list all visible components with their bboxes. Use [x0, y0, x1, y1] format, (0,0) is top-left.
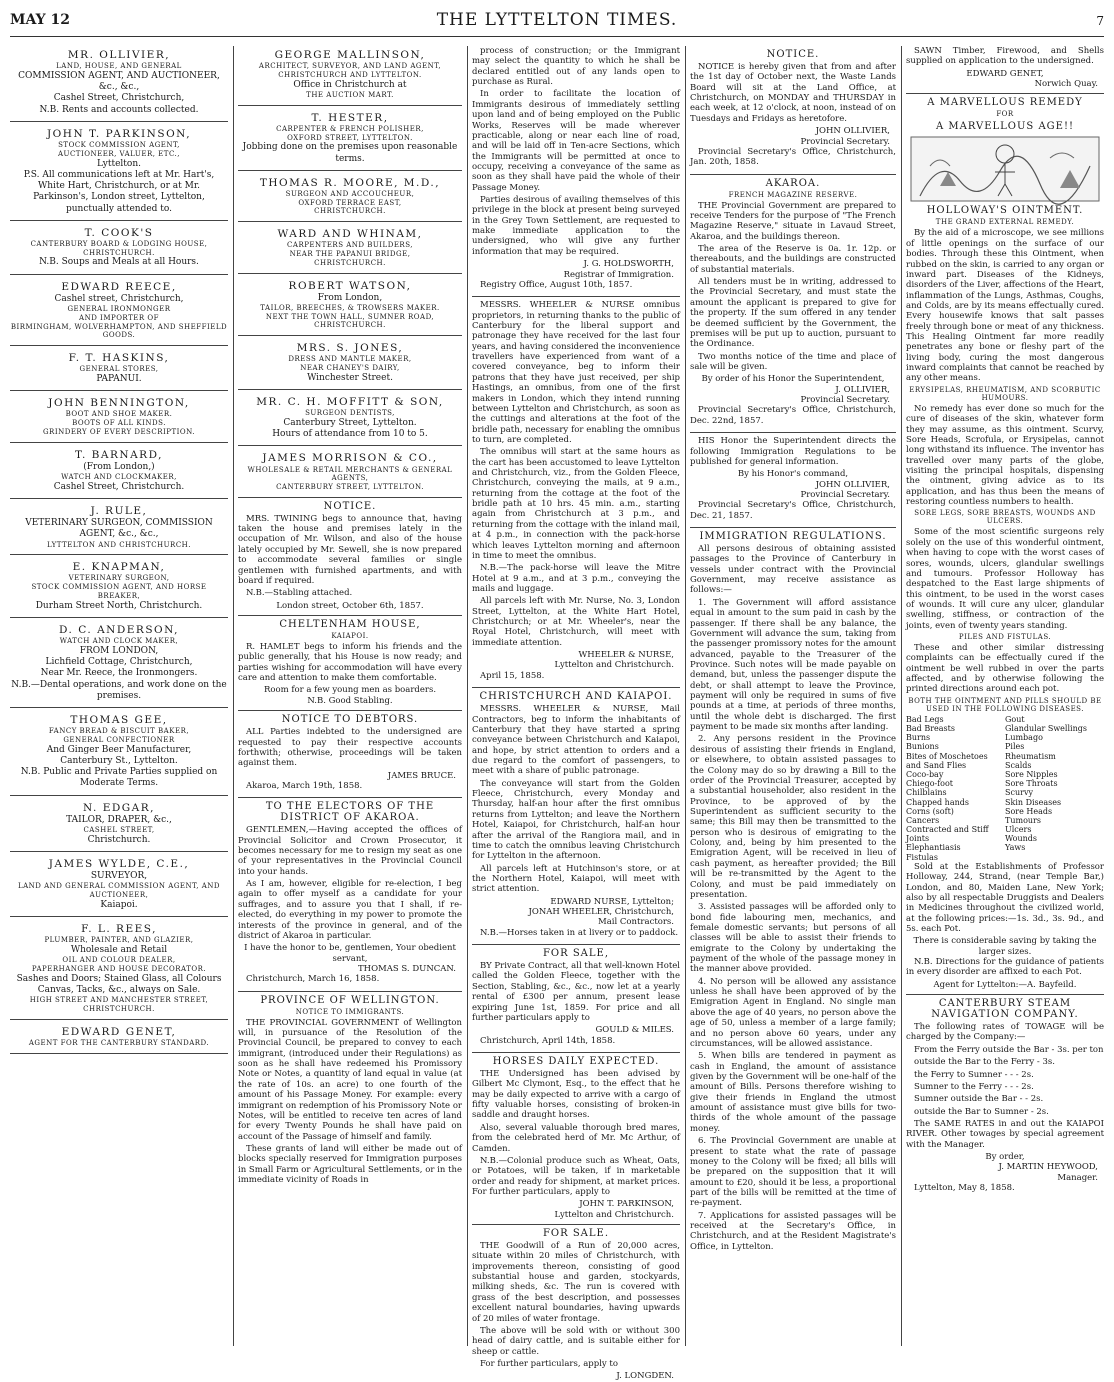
business-line: AND IMPORTER OF	[79, 313, 159, 322]
business-line: Canterbury St., Lyttelton.	[60, 755, 178, 766]
disease-item: Burns	[906, 733, 931, 743]
business-line: BIRMINGHAM, WOLVERHAMPTON, AND SHEFFIELD GOODS.	[10, 322, 228, 340]
business-line: BOOTS OF ALL KINDS.	[72, 419, 166, 427]
business-line: LYTTELTON AND CHRISTCHURCH.	[46, 540, 192, 549]
business-card	[10, 502, 228, 555]
column-4	[690, 46, 896, 1346]
disease-item: Fistulas	[906, 852, 939, 862]
business-name: EDWARD GENET,	[61, 1025, 177, 1038]
business-card	[10, 621, 228, 708]
disease-item: Corns (soft)	[906, 806, 954, 816]
business-line: CARPENTERS AND BUILDERS,	[287, 241, 413, 250]
disease-list	[906, 715, 1104, 862]
business-name: J. RULE,	[90, 504, 148, 517]
business-line: SURGEON AND ACCOUCHEUR,	[285, 189, 415, 198]
towage-rate: From the Ferry outside the Bar - 3s. per ton	[914, 1044, 1104, 1055]
column-2	[238, 46, 462, 1346]
business-line: HIGH STREET AND MANCHESTER STREET, CHRISTCHURCH.	[29, 996, 209, 1013]
waste-lands-notice: NOTICE. NOTICE is hereby given that from and after the 1st day of October next, the Waste Lands Board will sit at the Land Office, at Christchurch, on MONDAY and THURSDAY in each week, at 12 o'clock, at noon, instead of on Tuesdays and Fridays as heretofore. JOHN OLLIVIER, Provincial Secretary. Provincial Secretary's Office, Christchurch, Jan. 20th, 1858.	[690, 49, 896, 175]
business-line: N.B. Soups and Meals at all Hours.	[39, 257, 199, 268]
disease-item: Cancers	[906, 815, 940, 825]
for-sale-hotel: FOR SALE, BY Private Contract, all that well-known Hotel called the Golden Fleece, together with the Section, Stabling, &c., &c., now let at a yearly rental of £300 per annum, present lease expiring June 1st, 1859. For price and all further particulars apply to GOULD & MILES. Christchurch, April 14th, 1858.	[472, 948, 680, 1053]
business-line: DRESS AND MANTLE MAKER,	[288, 355, 412, 364]
business-line: (From London,)	[83, 461, 155, 472]
business-card	[10, 446, 228, 499]
business-line: WATCH AND CLOCK MAKER,	[59, 637, 179, 645]
disease-item: Scalds	[1005, 760, 1032, 770]
business-name: MR. C. H. MOFFITT & SON,	[256, 396, 444, 408]
superintendent-directs: HIS Honor the Superintendent directs the following Immigration Regulations to be published for general information. By his Honor's command, JOHN OLLIVIER, Provincial Secretary. Provincial Secretary's Office, Christchurch, Dec. 21, 1857.	[690, 436, 896, 528]
business-line: Cashel Street, Christchurch.	[53, 481, 185, 492]
disease-item: Chapped hands	[906, 797, 969, 807]
province-wellington: PROVINCE OF WELLINGTON. NOTICE TO IMMIGRANTS. THE PROVINCIAL GOVERNMENT of Wellington will, in pursuance of the Resolution of the Provincial Council, be prepared to convey to each immigrant, (introduced under their Regulations) as soon as he shall have redeemed his Promissory Note or Notes, a quantity of land equal in value (at the rate of 10s. an acre) to one fourth of the amount of his Passage Money. For example: every immigrant on redemption of his Promissory Note or Notes, will be entitled to receive ten acres of land for every Twenty Pounds he shall have paid on account of the Passage of himself and family. These grants of land will either be made out of blocks specially reserved for Immigration purposes in Small Farm or Agricultural Settlements, or in the immediate vicinity of Roads in	[238, 994, 462, 1186]
disease-item: Ulcers	[1005, 825, 1032, 835]
horses-expected: HORSES DAILY EXPECTED. THE Undersigned has been advised by Gilbert Mc Clymont, Esq., to the effect that he may be daily expected to arrive with a cargo of fifty valuable horses, consisting of broken-in saddle and draught horses. Also, several valuable thorough bred mares, from the celebrated herd of Mr. Mc Arthur, of Camden. N.B.—Colonial produce such as Wheat, Oats, or Potatoes, will be taken, if in marketable order and ready for shipment, at market prices. For further particulars, apply to JOHN T. PARKINSON, Lyttelton and Christchurch.	[472, 1056, 680, 1225]
business-name: THOMAS R. MOORE, M.D.,	[259, 176, 441, 189]
business-line: SURGEON DENTISTS,	[305, 409, 395, 418]
column-1	[10, 46, 228, 1346]
business-name: N. EDGAR,	[83, 801, 155, 814]
business-line: SURVEYOR,	[90, 871, 148, 882]
disease-item: Scurvy	[1005, 788, 1033, 798]
business-card	[10, 125, 228, 221]
business-line: COMMISSION AGENT, AND AUCTIONEER, &c., &c.,	[18, 70, 220, 93]
business-line: Cashel street, Christchurch,	[54, 293, 184, 304]
disease-item: Chiego-foot	[906, 779, 954, 789]
business-card	[238, 225, 462, 273]
business-line: Office in Christchurch at	[293, 79, 407, 90]
disease-item: Tumours	[1005, 815, 1041, 825]
business-name: F. L. REES,	[81, 923, 157, 936]
business-name: JOHN T. PARKINSON,	[46, 127, 192, 140]
cheltenham-house: CHELTENHAM HOUSE, KAIAPOI. R. HAMLET begs to inform his friends and the public generally, that his House is now ready; and parties wishing for accommodation will have every care and attention to make them comfortable. Room for a few young men as boarders. N.B. Good Stabling.	[238, 619, 462, 711]
allegorical-illustration	[910, 136, 1100, 202]
akaroa-reserve: AKAROA. FRENCH MAGAZINE RESERVE. THE Provincial Government are prepared to receive Tenders for the purpose of "The French Magazine Reserve," situate in Lavaud Street, Akaroa, and the buildings thereon. The area of the Reserve is 0a. 1r. 12p. or thereabouts, and the buildings are constructed of substantial materials. All tenders must be in writing, addressed to the Provincial Secretary, and must state the amount the applicant is prepared to give for the property. If the sum offered in any tender be deemed sufficient by the Government, the premises will be put up to auction, pursuant to the Ordinance. Two months notice of the time and place of sale will be given. By order of his Honor the Superintendent, J. OLLIVIER, Provincial Secretary. Provincial Secretary's Office, Christchurch, Dec. 22nd, 1857.	[690, 178, 896, 434]
towage-rate: the Ferry to Sumner - - - 2s.	[914, 1069, 1034, 1080]
towage-rate: Sumner to the Ferry - - - 2s.	[914, 1081, 1034, 1092]
business-line: PAPANUI.	[96, 373, 142, 384]
business-line: ARCHITECT, SURVEYOR, AND LAND AGENT,	[258, 62, 442, 71]
business-line: Kaiapoi.	[100, 899, 138, 910]
disease-item: Yaws	[1005, 843, 1026, 853]
business-name: T. COOK'S	[84, 226, 154, 239]
business-line: Canterbury Street, Lyttelton.	[283, 417, 417, 428]
business-name: D. C. ANDERSON,	[59, 623, 179, 636]
disease-item: Skin Diseases	[1005, 797, 1062, 807]
business-card	[10, 558, 228, 618]
business-line: CHRISTCHURCH.	[314, 207, 386, 216]
disease-item: Bad Legs	[906, 714, 944, 724]
disease-item: Gout	[1005, 714, 1025, 724]
business-line: OIL AND COLOUR DEALER,	[62, 956, 176, 965]
business-line: BOOT AND SHOE MAKER.	[65, 410, 173, 419]
business-line: CANTERBURY BOARD & LODGING HOUSE,	[30, 239, 208, 248]
notice-twining: NOTICE. MRS. TWINING begs to announce that, having taken the house and premises lately in the occupation of Mr. Wilson, and also of the house lately occupied by Mr. Sewell, she is now prepared to accommodate several families or single gentlemen with furnished apartments, and with board if required. N.B.—Stabling attached. London street, October 6th, 1857.	[238, 501, 462, 616]
business-name: F. T. HASKINS,	[68, 352, 170, 364]
business-name: MR. OLLIVIER,	[67, 49, 171, 61]
column-5	[906, 46, 1104, 1346]
business-name: E. KNAPMAN,	[72, 561, 166, 574]
business-line: LAND AND GENERAL COMMISSION AGENT, AND AUCTIONEER,	[17, 882, 221, 900]
business-line: GENERAL IRONMONGER	[67, 305, 171, 313]
business-line: CASHEL STREET,	[83, 826, 155, 834]
business-line: N.B.—Dental operations, and work done on the premises.	[11, 679, 227, 701]
business-name: MRS. S. JONES,	[296, 342, 404, 355]
business-line: Near Mr. Reece, the Ironmongers.	[40, 668, 198, 679]
business-line: Jobbing done on the premises upon reasonable terms.	[242, 142, 458, 164]
business-line: TAILOR, DRAPER, &c.,	[66, 814, 172, 825]
disease-item: Lumbago	[1005, 733, 1043, 743]
business-card	[10, 855, 228, 917]
disease-item: Coco-bay	[906, 769, 944, 779]
business-line: NEAR THE PAPANUI BRIDGE,	[289, 250, 411, 258]
business-name: JAMES MORRISON & CO.,	[262, 452, 438, 465]
business-card	[10, 711, 228, 796]
business-line: VETERINARY SURGEON, COMMISSION AGENT, &c., &c.,	[25, 518, 213, 540]
business-name: ROBERT WATSON,	[288, 279, 412, 292]
business-line: Lyttelton.	[96, 158, 142, 169]
business-line: PLUMBER, PAINTER, AND GLAZIER,	[44, 936, 194, 945]
business-line: OXFORD TERRACE EAST,	[298, 198, 402, 207]
disease-item: Wounds	[1005, 834, 1038, 844]
business-line: NEAR CHANEY'S DAIRY,	[300, 364, 400, 372]
business-line: FROM LONDON,	[79, 645, 159, 656]
masthead	[10, 6, 1104, 37]
disease-item: Contracted and Stiff Joints	[906, 825, 989, 844]
business-card	[238, 449, 462, 497]
business-line: GRINDERY OF EVERY DESCRIPTION.	[42, 427, 196, 436]
notice-debtors: NOTICE TO DEBTORS. ALL Parties indebted to the undersigned are requested to pay their respective accounts forthwith; otherwise, proceedings will be taken against them. JAMES BRUCE. Akaroa, March 19th, 1858.	[238, 714, 462, 798]
towage-rate: outside the Bar to the Ferry - 3s.	[914, 1057, 1055, 1068]
business-card	[238, 174, 462, 222]
disease-item: Piles	[1005, 742, 1025, 752]
business-card	[10, 278, 228, 346]
business-line: AGENT FOR THE CANTERBURY STANDARD.	[28, 1038, 210, 1047]
business-card	[10, 46, 228, 122]
business-card	[10, 224, 228, 275]
electors-akaroa: TO THE ELECTORS OF THE DISTRICT OF AKAROA. GENTLEMEN,—Having accepted the offices of Provincial Solicitor and Crown Prosecutor, it becomes necessary for me to resign my seat as one of your representatives in the Provincial Council into your hands. As I am, however, eligible for re-election, I beg again to offer myself as a candidate for your suffrages, and to assure you that I shall, if re-elected, do everything in my power to promote the interests of the province in general, and of the district of Akaroa in particular. I have the honor to be, gentlemen, Your obedient servant, THOMAS S. DUNCAN. Christchurch, March 16, 1858.	[238, 801, 462, 991]
business-line: CHRISTCHURCH AND LYTTELTON.	[278, 70, 422, 79]
business-line: PAPERHANGER AND HOUSE DECORATOR.	[31, 965, 207, 973]
business-name: JOHN BENNINGTON,	[48, 397, 190, 410]
disease-item: Bites of Moschetoes and Sand Flies	[906, 751, 988, 770]
business-line: N.B. Rents and accounts collected.	[39, 104, 199, 115]
steam-navigation: CANTERBURY STEAM NAVIGATION COMPANY. The following rates of TOWAGE will be charged by the Company:— From the Ferry outside the Bar - 3s. per ton outside the Bar to the Ferry - 3s. the Ferry to Sumner - - - 2s. Sumner to the Ferry - - - 2s. Sumner outside the Bar - - 2s. outside the Bar to Sumner - 2s. The SAME RATES in and out the KAIAPOI RIVER. Other towages by special agreement with the Manager. By order, J. MARTIN HEYWOOD, Manager. Lyttelton, May 8, 1858.	[906, 998, 1104, 1194]
business-line: N.B. Public and Private Parties supplied on Moderate Terms.	[20, 767, 218, 789]
business-line: VETERINARY SURGEON,	[68, 574, 170, 583]
business-card	[10, 920, 228, 1020]
business-line: Lichfield Cottage, Christchurch,	[45, 657, 193, 667]
page-number: 7	[1096, 14, 1104, 28]
christchurch-kaiapoi: CHRISTCHURCH AND KAIAPOI. MESSRS. WHEELER & NURSE, Mail Contractors, beg to inform the inhabitants of Canterbury that they have started a spring conveyance between Christchurch and Kaiapoi, and hope, by strict attention to orders and a due regard to the comfort of passengers, to meet with a share of public patronage. The conveyance will start from the Golden Fleece, Christchurch, every Monday and Thursday, half-an hour after the first omnibus returns from Lyttelton; and leave the Northern Hotel, Kaiapoi, for Christchurch, half-an hour after the arrival of the Rangiora mail, and in time to catch the omnibus leaving Christchurch for Lyttelton in the afternoon. All parcels left at Hutchinson's store, or at the Northern Hotel, Kaiapoi, will meet with strict attention. EDWARD NURSE, Lyttelton; JONAH WHEELER, Christchurch, Mail Contractors. N.B.—Horses taken in at livery or to paddock.	[472, 691, 680, 945]
disease-item: Rheumatism	[1005, 751, 1056, 761]
business-name: GEORGE MALLINSON,	[274, 49, 426, 61]
business-name: EDWARD REECE,	[61, 280, 177, 293]
towage-rate: Sumner outside the Bar - - 2s.	[914, 1094, 1044, 1105]
for-sale-run: FOR SALE. THE Goodwill of a Run of 20,000 acres, situate within 20 miles of Christchurch, with improvements thereon, consisting of good substantial house and garden, stockyards, milking sheds, &c. The run is covered with grass of the best description, and possesses excellent natural boundaries, having upwards of 20 miles of water frontage. The above will be sold with or without 300 head of dairy cattle, and is suitable either for sheep or cattle. For further particulars, apply to J. LONGDEN.	[472, 1228, 680, 1382]
business-line: CHRISTCHURCH.	[314, 258, 386, 267]
business-line: THE AUCTION MART.	[306, 90, 394, 99]
business-line: GENERAL STORES,	[79, 365, 159, 374]
column-3	[472, 46, 680, 1382]
business-line: STOCK COMMISSION AGENT,	[58, 141, 180, 149]
business-line: From London,	[317, 292, 383, 303]
business-card	[238, 46, 462, 106]
business-card	[238, 339, 462, 390]
business-card	[10, 349, 228, 391]
business-line: CANTERBURY STREET, LYTTELTON.	[276, 483, 424, 491]
business-name: JAMES WYLDE, C.E.,	[48, 858, 190, 870]
disease-item: Glandular Swellings	[1005, 724, 1087, 733]
disease-item: Sore Heads	[1005, 806, 1053, 816]
disease-item: Sore Throats	[1005, 779, 1058, 789]
issue-date: MAY 12	[10, 12, 71, 28]
business-line: Hours of attendance from 10 to 5.	[272, 429, 428, 440]
business-line: And Ginger Beer Manufacturer,	[46, 744, 192, 755]
business-card	[10, 1023, 228, 1054]
business-card	[238, 109, 462, 171]
business-line: NEXT THE TOWN HALL, SUMNER ROAD, CHRISTCHURCH.	[265, 312, 435, 330]
sawn-timber: SAWN Timber, Firewood, and Shells supplied on application to the undersigned. EDWARD GENET, Norwich Quay.	[906, 46, 1104, 94]
business-card	[10, 394, 228, 442]
business-line: WATCH AND CLOCKMAKER,	[61, 472, 177, 481]
business-card	[238, 393, 462, 446]
business-name: THOMAS GEE,	[70, 714, 168, 726]
business-line: CARPENTER & FRENCH POLISHER,	[276, 124, 424, 133]
business-name: T. HESTER,	[311, 111, 389, 124]
business-line: Cashel Street, Christchurch,	[53, 93, 185, 104]
business-line: Durham Street North, Christchurch.	[35, 600, 203, 611]
business-line: FANCY BREAD & BISCUIT BAKER,	[48, 727, 190, 736]
disease-item: Bad Breasts	[906, 724, 955, 733]
business-line: AUCTIONEER, VALUER, ETC.,	[57, 149, 180, 158]
omnibus-notice: MESSRS. WHEELER & NURSE omnibus proprietors, in returning thanks to the public of Canterbury for the liberal support and patronage they have received for the last four years, and having considered the inconvenience travellers have experienced from want of a covered conveyance, beg to inform their patrons that they have just received, per ship Hastings, an omnibus, from one of the first makers in London, which they intend running between Lyttelton and Christchurch, as soon as the cuttings and alterations at the foot of the bridle path, necessary for enabling the omnibus to turn, are completed. The omnibus will start at the same hours as the cart has been accustomed to leave Lyttelton and Christchurch, viz., from the Golden Fleece, Christchurch, conveying the mails, at 9 a.m., returning from the cottage at the foot of the bridle path at 10 hrs. 45 min. a.m., starting again from Christchurch at 3 p.m., and returning from the cottage with the inland mail, at 4 p.m., in connection with the pack-horse which leaves Lyttelton morning and afternoon in time to meet the omnibus. N.B.—The pack-horse will leave the Mitre Hotel at 9 a.m., and at 3 p.m., conveying the mails and luggage. All parcels left with Mr. Nurse, No. 3, London Street, Lyttelton, at the White Hart Hotel, Christchurch; or at Mr. Wheeler's, near the Royal Hotel, Christchurch, will meet with immediate attention. WHEELER & NURSE, Lyttelton and Christchurch. April 15, 1858.	[472, 300, 680, 688]
business-name: WARD AND WHINAM,	[277, 228, 423, 241]
disease-item: Chilblains	[906, 788, 947, 798]
immigration-continued: process of construction; or the Immigrant may select the quantity to which he shall be declared entitled out of any lands open to purchase as Rural. In order to facilitate the location of Immigrants desirous of immediately settling upon land and of being employed on the Public Works, Reserves will be made wherever practicable, along or near each line of road, and will be laid off in Ten-acre Sections, which the Immigrants will be permitted at once to occupy, receiving a conveyance of the same as soon as they shall have paid the whole of their Passage Money. Parties desirous of availing themselves of this privilege in the block at present being surveyed in the Grey Town Settlement, are requested to make immediate application to the undersigned, who will give any further information that may be required. J. G. HOLDSWORTH, Registrar of Immigration. Registry Office, August 10th, 1857.	[472, 46, 680, 297]
towage-rate: outside the Bar to Sumner - 2s.	[914, 1106, 1049, 1117]
disease-item: Bunions	[906, 742, 939, 752]
business-line: CHRISTCHURCH.	[83, 248, 155, 257]
business-line: GENERAL CONFECTIONER	[63, 735, 175, 744]
business-name: T. BARNARD,	[75, 448, 163, 461]
immigration-regulations: IMMIGRATION REGULATIONS. All persons desirous of obtaining assisted passages to the Province of Canterbury in vessels under contract with the Provincial Government, may receive assistance as follows:— 1. The Government will afford assistance equal in amount to the sum paid in cash by the passenger. If there shall be any balance, the Government will advance the sum, taking from the passenger promissory notes for the amount advanced, payable to the Treasurer of the Province. Such notes will be made payable on demand, but, unless the passenger dispute the debt, or shall attempt to leave the Province, payment will only be required in sums of five pounds at a time, at periods of three months, until the whole debt is discharged. The first payment to be made six months after landing. 2. Any persons resident in the Province desirous of assisting their friends in England, or elsewhere, to obtain assisted passages to the Colony may do so by drawing a Bill to the order of the Provincial Treasurer, accepted by a substantial householder, also resident in the Province, to be approved of by the Superintendent as sufficient security to the same; this Bill may then be transmitted to the person who is desirous of emigrating to the Colony, and, being by him presented to the Emigration Agent, will be received in lieu of cash payment, as hereafter provided; the Bill will be re-transmitted by the Agent to the Colony, and must be paid immediately on presentation. 3. Assisted passages will be afforded only to bond fide labouring men, mechanics, and female domestic servants; but persons of all classes will be able to assist their friends to emigrate to the Colony by undertaking the payment of the whole of the passage money in the manner above provided. 4. No person will be allowed any assistance unless he shall have been approved of by the Emigration Agent in England. No single man above the age of 40 years, no person above the age of 50, unless a member of a large family; and no person above 60 years, under any circumstances, will be allowed assistance. 5. When bills are tendered in payment as cash in England, the amount of assistance given by the Government will be one-half of the amount of Bills. Persons therefore wishing to give their friends in England the utmost amount of assistance must give bills for two-thirds of the whole amount of the passage money. 6. The Provincial Government are unable at present to state what the rate of passage money to the Colony will be fixed; all bills will be prepared on the supposition that it will amount to £20, should it be less, a proportional part of the bills will be remitted at the time of re-payment. 7. Applications for assisted passages will be received at the Secretary's Office, in Christchurch, and at the Resident Magistrate's Office, in Lyttelton.	[690, 531, 896, 1252]
newspaper-title: THE LYTTELTON TIMES.	[436, 10, 678, 30]
business-line: P.S. All communications left at Mr. Hart's, White Hart, Christchurch, or at Mr. Parkinson's, London street, Lyttelton, punctually attended to.	[23, 169, 215, 214]
business-line: Christchurch.	[87, 834, 151, 845]
business-line: LAND, HOUSE, AND GENERAL	[56, 62, 182, 71]
business-card	[10, 799, 228, 852]
business-line: Winchester Street.	[307, 372, 393, 383]
disease-item: Sore Nipples	[1005, 769, 1058, 779]
disease-item: Elephantiasis	[906, 843, 961, 853]
business-line: STOCK COMMISSION AGENT, AND HORSE BREAKER,	[31, 583, 207, 600]
business-line: OXFORD STREET, LYTTELTON.	[287, 133, 413, 142]
business-line: WHOLESALE & RETAIL MERCHANTS & GENERAL AGENTS,	[247, 465, 453, 483]
holloways-ointment: A MARVELLOUS REMEDY FOR A MARVELLOUS AGE!! HOLLOWAY'S OINTMENT. THE GRAND EXTERNAL REMEDY. By the aid of a microscope, we see millions of little openings on the surface of our bodies. Through these this Ointment, when rubbed on the skin, is carried to any organ or inward part. Diseases of the Kidneys, disorders of the Liver, affections of the Heart, inflammation of the Lungs, Asthmas, Coughs, and Colds, are by its means effectually cured. Every housewife knows that salt passes freely through bone or meat of any thickness. This Healing Ointment far more readily penetrates any bone or fleshy part of the living body, curing the most dangerous inward complaints that cannot be reached by any other means. ERYSIPELAS, RHEUMATISM, AND SCORBUTIC HUMOURS. No remedy has ever done so much for the cure of diseases of the skin, whatever form they may assume, as this ointment. Scurvy, Sore Heads, Scrofula, or Erysipelas, cannot long withstand its influence. The inventor has travelled over many parts of the globe, visiting the principal hospitals, dispensing the ointment, giving advice as to its application, and has thus been the means of restoring countless numbers to health. SORE LEGS, SORE BREASTS, WOUNDS AND ULCERS. Some of the most scientific surgeons rely solely on the use of this wonderful ointment, when having to cope with the worst cases of sores, wounds, ulcers, glandular swellings and tumours. Professor Holloway has despatched to the East large shipments of this ointment, to be used in the worst cases of wounds. It will cure any ulcer, glandular swelling, stiffness, or contraction of the joints, even of twenty years standing. PILES AND FISTULAS. These and other similar distressing complaints can be effectually cured if the ointment be well rubbed in over the parts affected, and by otherwise following the printed directions around each pot. BOTH THE OINTMENT AND PILLS SHOULD BE USED IN THE FOLLOWING DISEASES. Bad Legs Bad Breasts Burns Bunions Bites of Moschetoes and Sand Flies Coco-bay Chiego-foot Chilblains Chapped hands Corns (soft) Cancers Contracted and Stiff Joints Elephantiasis Fistulas Gout Glandular Swellings Lumbago Piles Rheumatism Scalds Sore Nipples Sore Throats Scurvy Skin Diseases Sore Heads Tumours Ulcers Wounds Yaws Sold at the Establishments of Professor Holloway, 244, Strand, (near Temple Bar,) London, and 80, Maiden Lane, New York; also by all respectable Druggists and Dealers in Medicines throughout the civilized world, at the following prices:—1s. 3d., 3s. 9d., and 5s. each Pot. There is considerable saving by taking the larger sizes. N.B. Directions for the guidance of patients in every disorder are affixed to each Pot. Agent for Lyttelton:—A. Bayfeild.	[906, 97, 1104, 995]
business-card	[238, 277, 462, 337]
business-line: Sashes and Doors; Stained Glass, all Colours Canvas, Tacks, &c., always on Sale.	[16, 973, 222, 995]
business-line: TAILOR, BREECHES, & TROWSERS MAKER.	[260, 303, 440, 312]
business-line: Wholesale and Retail	[70, 945, 168, 955]
